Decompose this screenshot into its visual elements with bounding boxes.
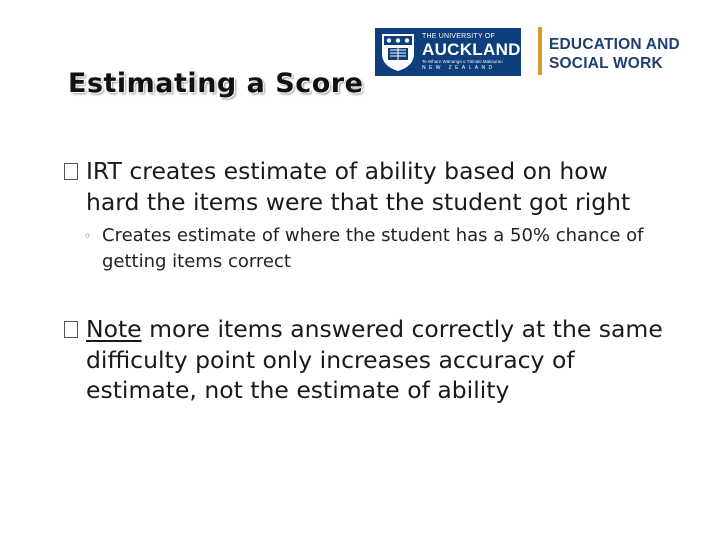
uoa-line1: THE UNIVERSITY OF: [422, 32, 495, 40]
uoa-line3: Te Whare Wānanga o Tāmaki Makaurau: [422, 58, 503, 64]
bullet-2: [64, 314, 664, 406]
university-wordmark: [422, 33, 521, 72]
bullet-1: [64, 156, 664, 275]
faculty-name: [549, 35, 680, 73]
crest-icon: [380, 32, 416, 72]
faculty-line1: EDUCATION AND: [549, 36, 680, 53]
uoa-line4: NEW ZEALAND: [422, 65, 496, 72]
sub-bullet-text: Creates estimate of where the student has a 50% chance of getting items correct: [102, 225, 644, 272]
university-logo: [375, 28, 521, 76]
checkbox-bullet-icon: [64, 163, 78, 180]
bullet-text: [86, 314, 664, 406]
circle-bullet-icon: ◦: [84, 229, 92, 243]
bullet-item: [64, 156, 664, 217]
logo-divider: [538, 27, 542, 75]
note-label: Note: [86, 315, 142, 343]
note-text: more items answered correctly at the same difficulty point only increases accuracy of estimate, not the estimate of ability: [86, 315, 663, 404]
checkbox-bullet-icon: [64, 321, 78, 338]
uoa-line2: AUCKLAND: [422, 39, 521, 59]
bullet-item: [64, 314, 664, 406]
sub-bullet-item: [84, 223, 664, 275]
faculty-line2: SOCIAL WORK: [549, 55, 663, 72]
page-title: Estimating a Score: [68, 68, 364, 99]
bullet-text: IRT creates estimate of ability based on how hard the items were that the student got right: [86, 157, 631, 216]
